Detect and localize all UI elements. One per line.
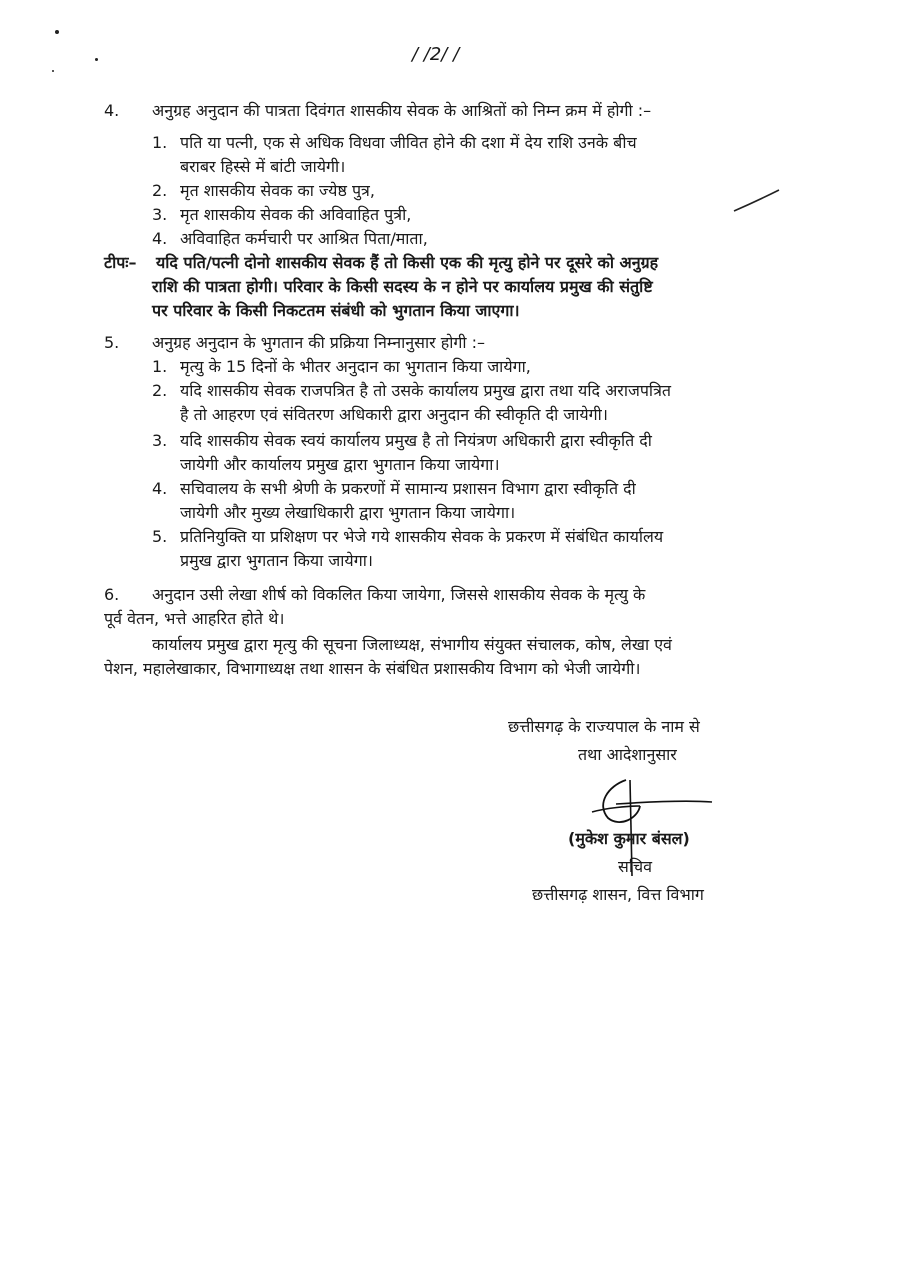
note-line-3: पर परिवार के किसी निकटतम संबंधी को भुगतान किया जाएगा। <box>152 301 520 320</box>
note-line-2: राशि की पात्रता होगी। परिवार के किसी सदस्य के न होने पर कार्यालय प्रमुख की संतुष्टि <box>152 277 653 296</box>
item-5-sub-5-line-2: प्रमुख द्वारा भुगतान किया जायेगा। <box>180 551 373 570</box>
item-4-sub-1-line-2: बराबर हिस्से में बांटी जायेगी। <box>180 157 346 176</box>
signatory-name: (मुकेश कुमार बंसल) <box>568 829 690 848</box>
pen-tick-mark <box>732 186 782 216</box>
signatory-designation: सचिव <box>618 857 653 876</box>
signatory-department: छत्तीसगढ़ शासन, वित्त विभाग <box>532 885 704 904</box>
item-5-sub-3-line-1: यदि शासकीय सेवक स्वयं कार्यालय प्रमुख है तो नियंत्रण अधिकारी द्वारा स्वीकृति दी <box>180 431 652 450</box>
item-5-sub-1-line-1: मृत्यु के 15 दिनों के भीतर अनुदान का भुगतान किया जायेगा, <box>180 357 531 376</box>
item-4-sub-2-line-1: मृत शासकीय सेवक का ज्येष्ठ पुत्र, <box>180 181 375 200</box>
item-5-sub-1-label: 1. <box>152 357 168 376</box>
scan-speck <box>55 30 59 34</box>
item-5-intro: अनुग्रह अनुदान के भुगतान की प्रक्रिया निम्नानुसार होगी :– <box>152 333 486 352</box>
item-5-sub-5-line-1: प्रतिनियुक्ति या प्रशिक्षण पर भेजे गये शासकीय सेवक के प्रकरण में संबंधित कार्यालय <box>180 527 664 546</box>
item-5-sub-4-line-2: जायेगी और मुख्य लेखाधिकारी द्वारा भुगतान किया जायेगा। <box>180 503 516 522</box>
note-label: टीपः– <box>104 253 137 272</box>
item-4-intro: अनुग्रह अनुदान की पात्रता दिवंगत शासकीय सेवक के आश्रितों को निम्न क्रम में होगी :– <box>152 101 652 120</box>
item-6-number: 6. <box>104 585 120 604</box>
signature-authority-line-1: छत्तीसगढ़ के राज्यपाल के नाम से <box>508 717 700 736</box>
page-number: / /2/ / <box>412 44 460 65</box>
item-5-sub-2-line-1: यदि शासकीय सेवक राजपत्रित है तो उसके कार्यालय प्रमुख द्वारा तथा यदि अराजपत्रित <box>180 381 672 400</box>
item-4-sub-1-label: 1. <box>152 133 168 152</box>
item-4-sub-3-line-1: मृत शासकीय सेवक की अविवाहित पुत्री, <box>180 205 412 224</box>
item-6-line-1: अनुदान उसी लेखा शीर्ष को विकलित किया जायेगा, जिससे शासकीय सेवक के मृत्यु के <box>152 585 646 604</box>
item-4-sub-3-label: 3. <box>152 205 168 224</box>
signature-authority-line-2: तथा आदेशानुसार <box>578 745 677 764</box>
item-6-para-2-line-1: कार्यालय प्रमुख द्वारा मृत्यु की सूचना जिलाध्यक्ष, संभागीय संयुक्त संचालक, कोष, लेखा एवं <box>152 635 672 654</box>
item-5-sub-5-label: 5. <box>152 527 168 546</box>
item-4-sub-4-line-1: अविवाहित कर्मचारी पर आश्रित पिता/माता, <box>180 229 428 248</box>
item-5-sub-4-label: 4. <box>152 479 168 498</box>
item-5-sub-3-line-2: जायेगी और कार्यालय प्रमुख द्वारा भुगतान किया जायेगा। <box>180 455 500 474</box>
item-5-sub-4-line-1: सचिवालय के सभी श्रेणी के प्रकरणों में सामान्य प्रशासन विभाग द्वारा स्वीकृति दी <box>180 479 636 498</box>
item-6-para-2-line-2: पेशन, महालेखाकार, विभागाध्यक्ष तथा शासन के संबंधित प्रशासकीय विभाग को भेजी जायेगी। <box>104 659 641 678</box>
note-line-1: यदि पति/पत्नी दोनो शासकीय सेवक हैं तो किसी एक की मृत्यु होने पर दूसरे को अनुग्रह <box>156 253 659 272</box>
item-5-sub-2-label: 2. <box>152 381 168 400</box>
scan-speck <box>95 58 98 61</box>
item-6-line-2: पूर्व वेतन, भत्ते आहरित होते थे। <box>104 609 285 628</box>
item-5-number: 5. <box>104 333 120 352</box>
scan-speck <box>52 70 54 72</box>
item-5-sub-2-line-2: है तो आहरण एवं संवितरण अधिकारी द्वारा अनुदान की स्वीकृति दी जायेगी। <box>180 405 608 424</box>
item-5-sub-3-label: 3. <box>152 431 168 450</box>
item-4-sub-4-label: 4. <box>152 229 168 248</box>
item-4-number: 4. <box>104 101 120 120</box>
item-4-sub-2-label: 2. <box>152 181 168 200</box>
item-4-sub-1-line-1: पति या पत्नी, एक से अधिक विधवा जीवित होने की दशा में देय राशि उनके बीच <box>180 133 637 152</box>
